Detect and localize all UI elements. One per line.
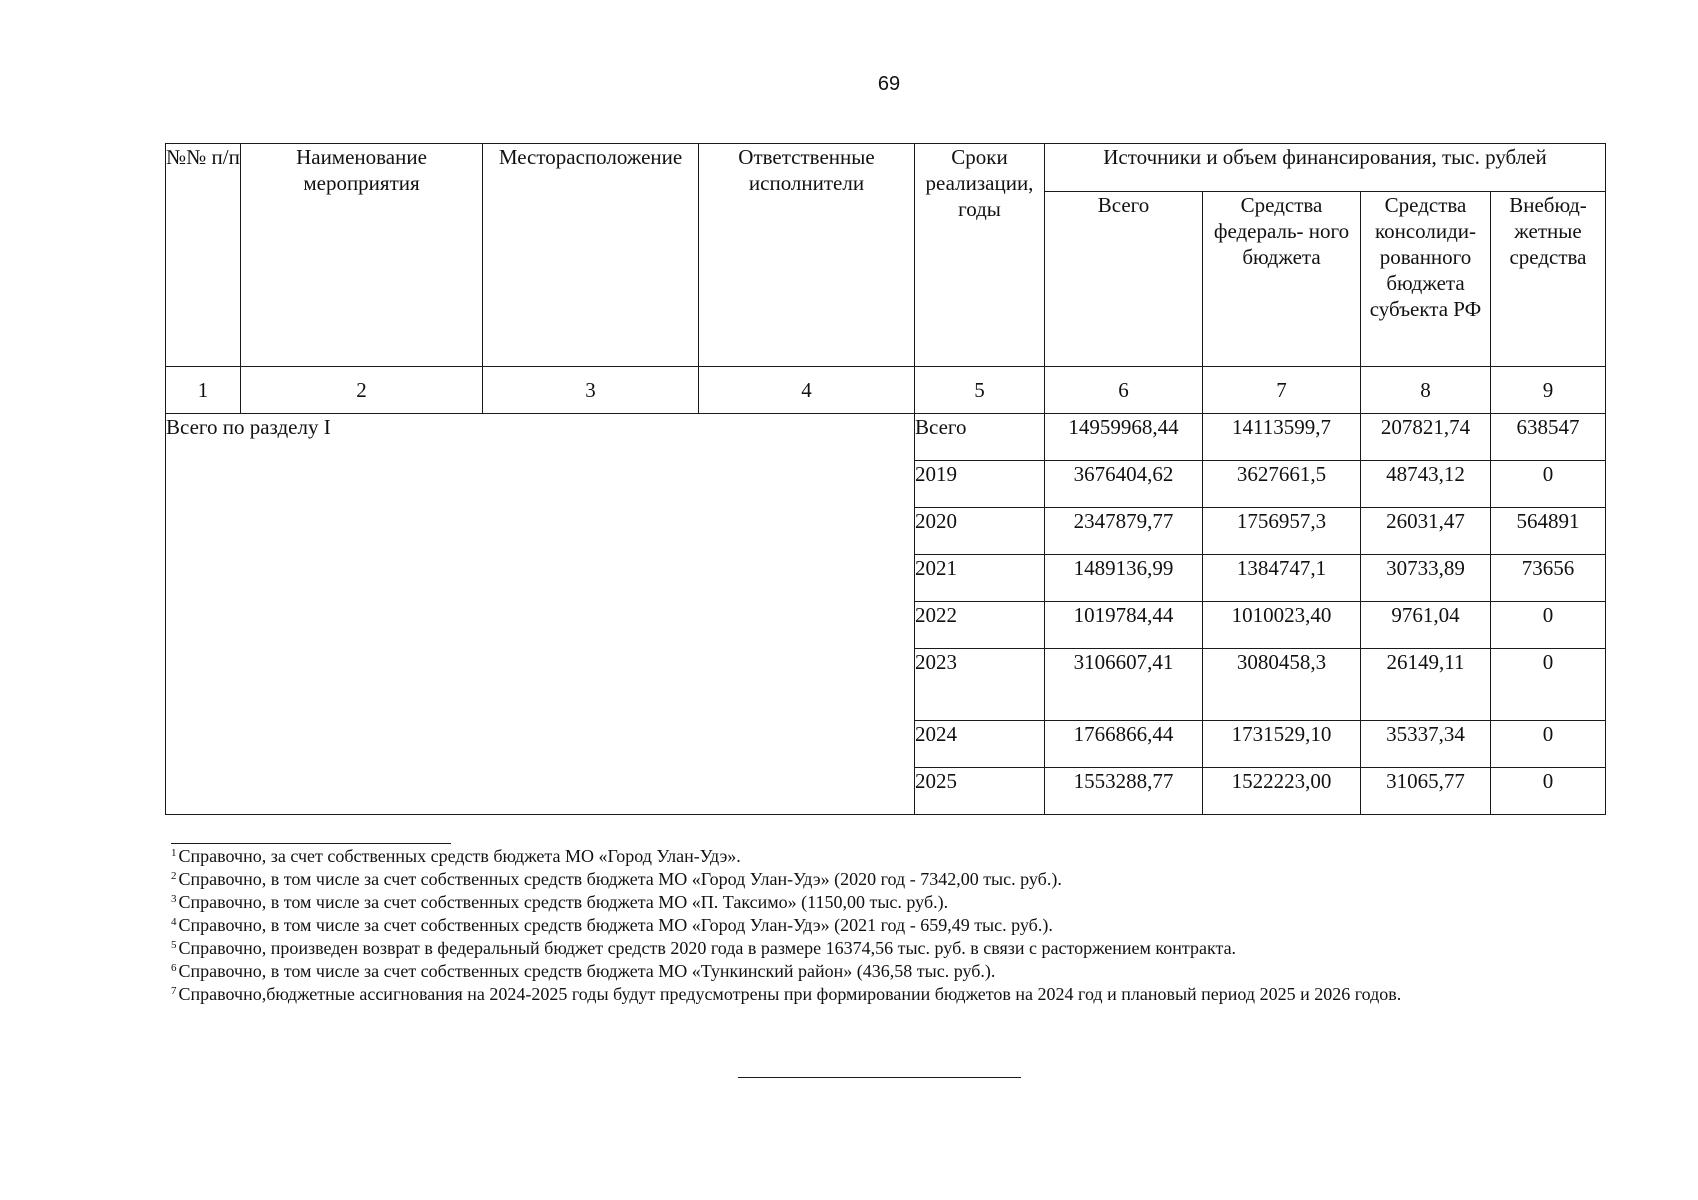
row-period: Всего	[915, 414, 1045, 461]
footnote-text: Справочно,бюджетные ассигнования на 2024-2025 годы будут предусмотрены при формировании бюджетов на 2024 год и плановый период 2025 и 2026 годов.	[178, 984, 1402, 1004]
column-number: 6	[1045, 367, 1203, 414]
column-number: 9	[1491, 367, 1606, 414]
column-number: 3	[483, 367, 699, 414]
section-total-label: Всего по разделу I	[166, 414, 915, 815]
footnote-mark: 7	[171, 985, 177, 997]
row-regional: 35337,34	[1361, 721, 1491, 768]
row-regional: 48743,12	[1361, 461, 1491, 508]
row-federal: 3627661,5	[1203, 461, 1361, 508]
row-extra: 0	[1491, 768, 1606, 815]
header-num: №№ п/п	[166, 144, 241, 367]
footnote	[171, 891, 1611, 914]
row-federal: 1756957,3	[1203, 508, 1361, 555]
row-total: 1019784,44	[1045, 602, 1203, 649]
header-funding: Источники и объем финансирования, тыс. рублей	[1045, 144, 1606, 192]
header-period: Сроки реализации, годы	[915, 144, 1045, 367]
footnote-text: Справочно, в том числе за счет собственных средств бюджета МО «Тункинский район» (436,58 тыс. руб.).	[178, 961, 996, 981]
row-regional: 207821,74	[1361, 414, 1491, 461]
footnote-mark: 3	[171, 893, 177, 905]
row-extra: 638547	[1491, 414, 1606, 461]
row-total: 3106607,41	[1045, 649, 1203, 721]
column-number: 4	[699, 367, 915, 414]
row-extra: 0	[1491, 602, 1606, 649]
footnote	[171, 914, 1611, 937]
row-total: 14959968,44	[1045, 414, 1203, 461]
header-name: Наименование мероприятия	[241, 144, 483, 367]
row-total: 1766866,44	[1045, 721, 1203, 768]
row-total: 1553288,77	[1045, 768, 1203, 815]
column-number: 8	[1361, 367, 1491, 414]
row-extra: 0	[1491, 721, 1606, 768]
header-executors: Ответственные исполнители	[699, 144, 915, 367]
row-period: 2022	[915, 602, 1045, 649]
footnote	[171, 868, 1611, 891]
row-extra: 73656	[1491, 555, 1606, 602]
row-regional: 26031,47	[1361, 508, 1491, 555]
header-federal: Средства федераль- ного бюджета	[1203, 192, 1361, 367]
row-regional: 9761,04	[1361, 602, 1491, 649]
row-federal: 1522223,00	[1203, 768, 1361, 815]
row-period: 2025	[915, 768, 1045, 815]
row-total: 2347879,77	[1045, 508, 1203, 555]
footnote-mark: 6	[171, 962, 177, 974]
row-federal: 1010023,40	[1203, 602, 1361, 649]
header-row-top	[166, 144, 1606, 192]
column-number: 7	[1203, 367, 1361, 414]
row-extra: 564891	[1491, 508, 1606, 555]
row-federal: 3080458,3	[1203, 649, 1361, 721]
footnote	[171, 960, 1611, 983]
row-federal: 14113599,7	[1203, 414, 1361, 461]
row-period: 2021	[915, 555, 1045, 602]
header-regional: Средства консолиди- рованного бюджета субъекта РФ	[1361, 192, 1491, 367]
row-federal: 1731529,10	[1203, 721, 1361, 768]
column-number: 5	[915, 367, 1045, 414]
footnote-mark: 2	[171, 870, 177, 882]
footnote-text: Справочно, в том числе за счет собственных средств бюджета МО «П. Таксимо» (1150,00 тыс. руб.).	[178, 892, 949, 912]
header-extra: Внебюд- жетные средства	[1491, 192, 1606, 367]
page-number: 69	[877, 73, 901, 95]
footnote-mark: 5	[171, 939, 177, 951]
footnote	[171, 937, 1611, 960]
footnote-text: Справочно, в том числе за счет собственных средств бюджета МО «Город Улан-Удэ» (2021 год - 659,49 тыс. руб.).	[178, 915, 1053, 935]
row-regional: 31065,77	[1361, 768, 1491, 815]
footnotes	[171, 845, 1611, 1006]
row-regional: 26149,11	[1361, 649, 1491, 721]
row-regional: 30733,89	[1361, 555, 1491, 602]
page-end-separator	[738, 1077, 1021, 1078]
row-period: 2020	[915, 508, 1045, 555]
column-number: 1	[166, 367, 241, 414]
funding-table	[165, 143, 1606, 815]
footnote-mark: 4	[171, 916, 177, 928]
footnote	[171, 983, 1611, 1006]
row-period: 2019	[915, 461, 1045, 508]
row-extra: 0	[1491, 461, 1606, 508]
row-period: 2023	[915, 649, 1045, 721]
column-number-row	[166, 367, 1606, 414]
footnote-text: Справочно, за счет собственных средств бюджета МО «Город Улан-Удэ».	[178, 846, 741, 866]
row-total: 1489136,99	[1045, 555, 1203, 602]
footnote-separator	[171, 843, 451, 844]
header-total: Всего	[1045, 192, 1203, 367]
row-federal: 1384747,1	[1203, 555, 1361, 602]
footnote-text: Справочно, произведен возврат в федеральный бюджет средств 2020 года в размере 16374,56 тыс. руб. в связи с расторжением контракта.	[178, 938, 1237, 958]
row-total: 3676404,62	[1045, 461, 1203, 508]
footnote	[171, 845, 1611, 868]
row-period: 2024	[915, 721, 1045, 768]
header-location: Месторасположение	[483, 144, 699, 367]
footnote-mark: 1	[171, 847, 177, 859]
table-row	[166, 414, 1606, 461]
column-number: 2	[241, 367, 483, 414]
footnote-text: Справочно, в том числе за счет собственных средств бюджета МО «Город Улан-Удэ» (2020 год - 7342,00 тыс. руб.).	[178, 869, 1062, 889]
row-extra: 0	[1491, 649, 1606, 721]
